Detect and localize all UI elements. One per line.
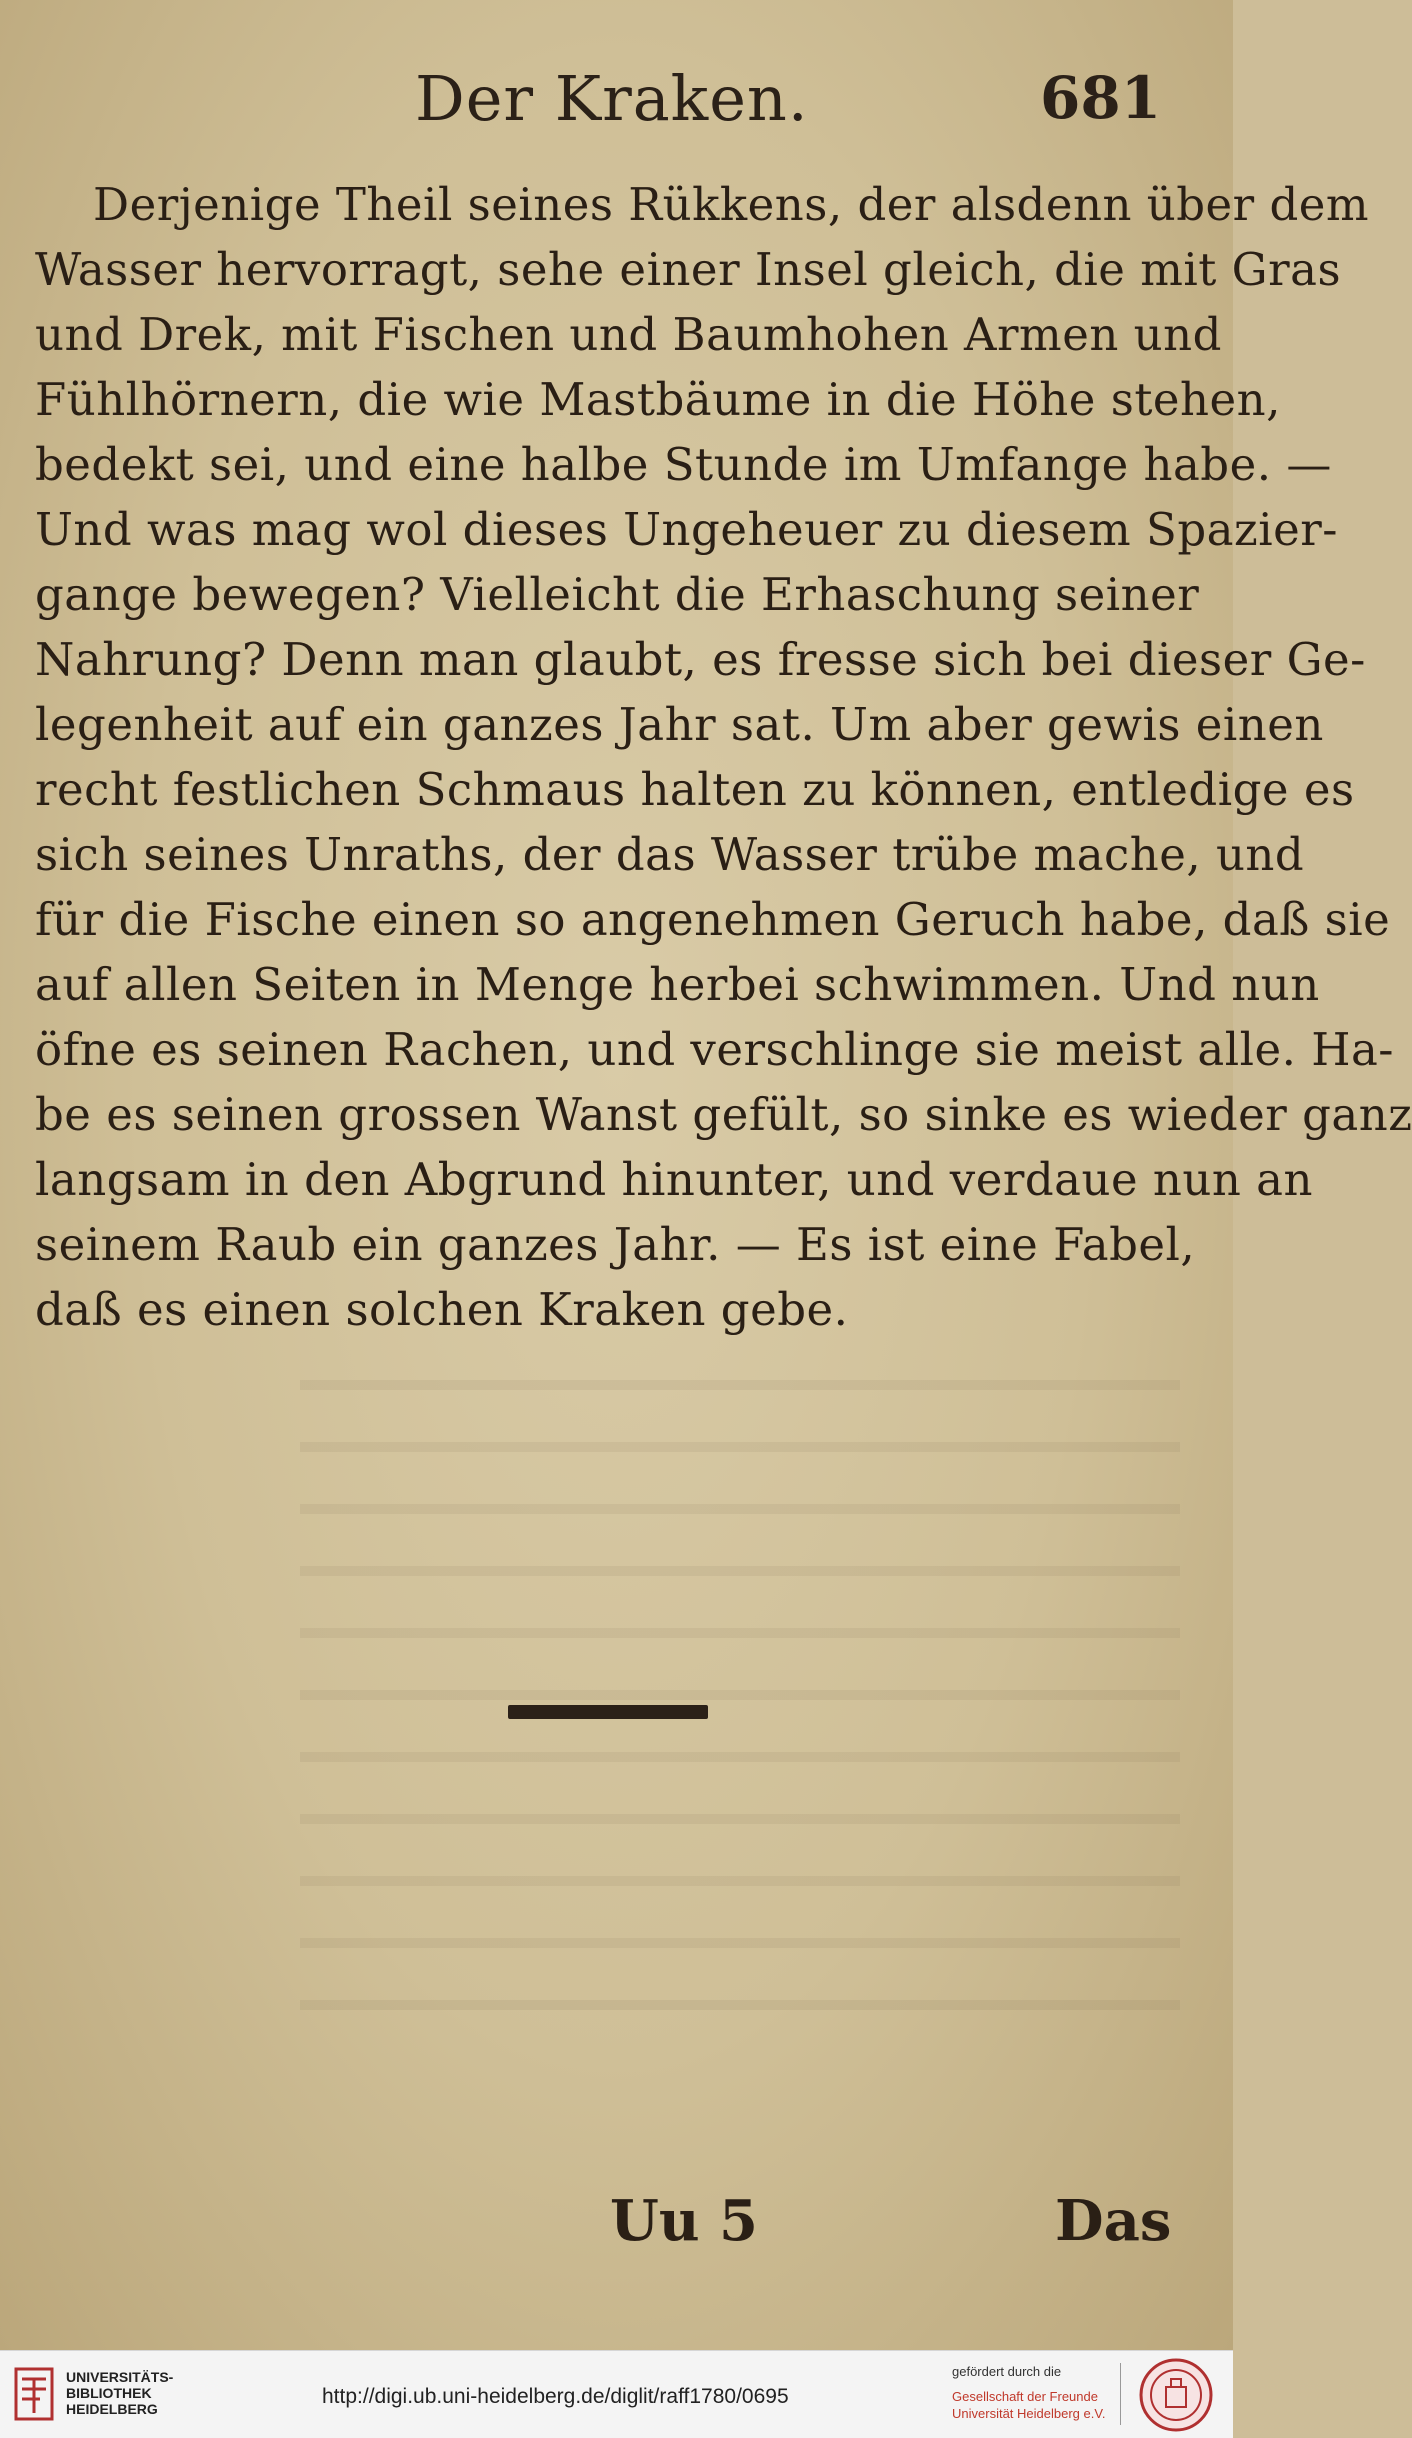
text-line: langsam in den Abgrund hinunter, und verdaue nun an — [35, 1153, 1313, 1206]
university-seal-icon — [1138, 2357, 1214, 2433]
text-line: auf allen Seiten in Menge herbei schwimmen. Und nun — [35, 958, 1320, 1011]
text-line: Und was mag wol dieses Ungeheuer zu diesem Spazier- — [35, 503, 1338, 556]
page-header — [0, 62, 1233, 142]
sponsor-prefix: gefördert durch die — [952, 2364, 1062, 2379]
text-line: bedekt sei, und eine halbe Stunde im Umfange habe. — — [35, 438, 1332, 491]
footer-divider — [1120, 2363, 1121, 2425]
section-rule — [508, 1705, 708, 1719]
text-line: sich seines Unraths, der das Wasser trübe mache, und — [35, 828, 1305, 881]
text-line: Nahrung? Denn man glaubt, es fresse sich bei dieser Ge- — [35, 633, 1366, 686]
library-name-line: HEIDELBERG — [66, 2401, 158, 2417]
library-name-line: BIBLIOTHEK — [66, 2385, 152, 2401]
text-line: für die Fische einen so angenehmen Geruch habe, daß sie — [35, 893, 1391, 946]
text-line: gange bewegen? Vielleicht die Erhaschung seiner — [35, 568, 1200, 621]
text-line: daß es einen solchen Kraken gebe. — [35, 1283, 849, 1336]
library-name-line: UNIVERSITÄTS- — [66, 2369, 174, 2385]
text-line: be es seinen grossen Wanst gefült, so sinke es wieder ganz — [35, 1088, 1412, 1141]
text-line: und Drek, mit Fischen und Baumhohen Armen und — [35, 308, 1222, 361]
signature-mark: Uu 5 — [610, 2188, 759, 2254]
viewer-footer — [0, 2350, 1233, 2438]
sponsor-name-line: Gesellschaft der Freunde — [952, 2389, 1098, 2404]
text-line: öfne es seinen Rachen, und verschlinge sie meist alle. Ha- — [35, 1023, 1395, 1076]
text-line: Fühlhörnern, die wie Mastbäume in die Höhe stehen, — [35, 373, 1281, 426]
catchword: Das — [1055, 2188, 1172, 2254]
permalink-url[interactable]: http://digi.ub.uni-heidelberg.de/diglit/raff1780/0695 — [322, 2385, 789, 2408]
sponsor-credit[interactable] — [952, 2363, 1105, 2422]
show-through-text — [300, 1380, 1180, 2020]
page-number: 681 — [1040, 64, 1162, 132]
text-line: seinem Raub ein ganzes Jahr. — Es ist eine Fabel, — [35, 1218, 1196, 1271]
body-text — [35, 172, 1412, 1342]
running-title: Der Kraken. — [415, 62, 809, 135]
text-line: Wasser hervorragt, sehe einer Insel gleich, die mit Gras — [35, 243, 1342, 296]
text-line: recht festlichen Schmaus halten zu können, entledige es — [35, 763, 1355, 816]
text-line: Derjenige Theil seines Rükkens, der alsdenn über dem — [93, 178, 1370, 231]
university-library-logo-icon[interactable] — [14, 2365, 54, 2423]
sponsor-name-line: Universität Heidelberg e.V. — [952, 2406, 1106, 2421]
text-line: legenheit auf ein ganzes Jahr sat. Um aber gewis einen — [35, 698, 1324, 751]
library-name[interactable] — [66, 2369, 173, 2417]
